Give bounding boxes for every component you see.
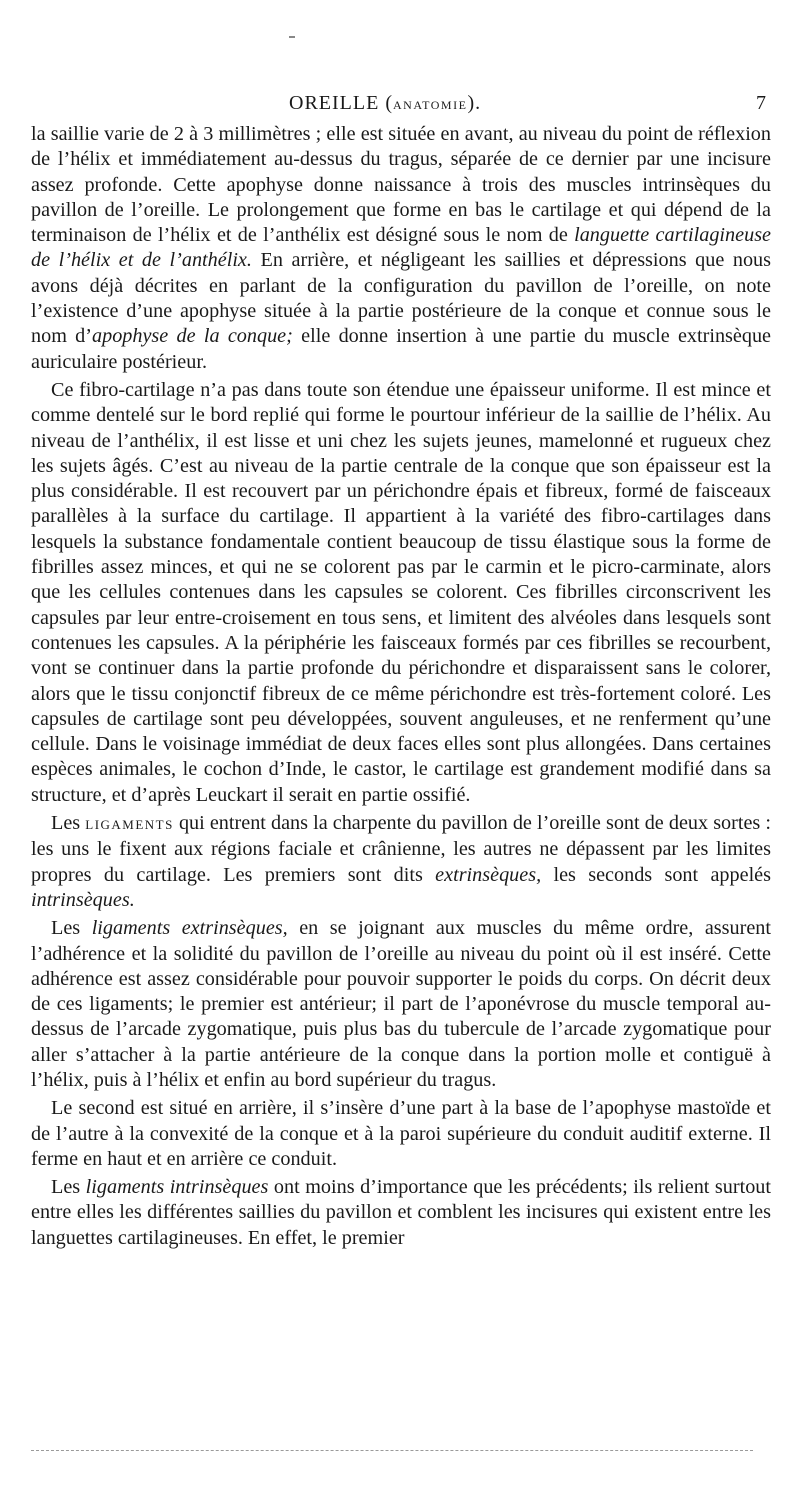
text-run: les seconds sont appelés [541,863,771,886]
running-title [289,92,481,115]
italic-term: extrinsèques, [435,863,542,886]
text-run: elle donne insertion à une partie du muscle extrinsèque auriculaire postérieur. [31,325,771,373]
text-run: Les [51,917,92,940]
running-title-subject: ANATOMIE [392,98,468,112]
paragraph-6 [31,1175,771,1251]
text-run: Les [51,1176,86,1199]
body-text [31,122,771,1251]
paragraph-3 [31,811,771,913]
scan-speck [289,36,295,38]
italic-term: apophyse de la conque; [92,325,293,348]
page [31,92,771,1251]
text-run: Ce fibro-cartilage n’a pas dans toute son étendue une épaisseur uniforme. Il est mince et comme dentelé sur le bord replié qui forme le pourtour inférieur de la saillie de l’hélix. Au niveau de l’anthélix, il est lisse et uni chez les sujets jeunes, mamelonné et rugueux chez les sujets âgés. C’est au niveau de la partie centrale de la conque que son épaisseur est la plus considérable. Il est recouvert par un périchondre épais et fibreux, formé de faisceaux parallèles à la surface du cartilage. Il appartient à la variété des fibro-cartilages dans lesquels la substance fondamentale contient beaucoup de tissu élastique sous la forme de fibrilles assez minces, et qui ne se colorent pas par le carmin et le picro-carminate, alors que les cellules contenues dans les capsules se colorent. Ces fibrilles circonscrivent les capsules par leur entre-croisement en tous sens, et limitent des alvéoles dans lesquels sont contenues les capsules. A la périphérie les faisceaux formés par ces fibrilles se recourbent, vont se continuer dans la partie profonde du périchondre et disparaissent sans le colorer, alors que le tissu conjonctif fibreux de ce même périchondre est très-fortement coloré. Les capsules de cartilage sont peu développées, souvent anguleuses, et ne renferment qu’une cellule. Dans le voisinage immédiat de deux faces elles sont plus allongées. Dans certaines espèces animales, le cochon d’Inde, le castor, le cartilage est grandement modifié dans sa structure, et d’après Leuckart il serait en partie ossifié. [31,378,771,806]
running-title-main: OREILLE [289,92,380,114]
running-title-paren-close: ). [467,92,482,114]
text-run: qui entrent dans la charpente du pavillon de l’oreille sont de deux sortes : les uns le fixent aux régions faciale et crânienne, les autres ne dépassent par les limites propres du cartilage. Les premiers sont dits [31,812,771,886]
text-run: En arrière, et négligeant les saillies et dépressions que nous avons déjà décrites en parlant de la configuration du pavillon de l’oreille, on note l’existence d’une apophyse située à la partie postérieure de la conque et connue sous le nom d’ [31,249,771,348]
paragraph-2 [31,378,771,808]
paragraph-5 [31,1096,771,1172]
paragraph-4 [31,916,771,1093]
italic-term: ligaments extrinsèques, [91,917,288,940]
text-run: ont moins d’importance que les précédents; ils relient surtout entre elles les différentes saillies du pavillon et comblent les incisures qui existent entre les languettes cartilagineuses. En effet, le premier [31,1176,771,1249]
italic-term: intrinsèques. [31,888,135,911]
text-run: Le second est situé en arrière, il s’insère d’une part à la base de l’apophyse mastoïde et de l’autre à la convexité de la conque et à la paroi supérieure du conduit auditif externe. Il ferme en haut et en arrière ce conduit. [31,1097,771,1170]
text-run: la saillie varie de 2 à 3 millimètres ; elle est située en avant, au niveau du point de réflexion de l’hélix et immédiatement au-dessus du tragus, séparée de ce dernier par une incisure assez profonde. Cette apophyse donne naissance à trois des muscles intrinsèques du pavillon de l’oreille. Le prolongement que forme en bas le cartilage et qui dépend de la terminaison de l’hélix et de l’anthélix est désigné sous le nom de [31,123,771,247]
page-number: 7 [756,92,767,114]
paragraph-1 [31,122,771,375]
text-run: Les [51,812,86,835]
small-caps-term: LIGAMENTS [85,817,174,833]
italic-term: languette cartilagineuse de l’hélix et de l’anthélix. [31,224,772,272]
text-run: en se joignant aux muscles du même ordre, assurent l’adhérence et la solidité du pavillon de l’oreille au niveau du point où il est inséré. Cette adhérence est assez considérable pour pouvoir supporter le poids du corps. On décrit deux de ces ligaments; le premier est antérieur; il part de l’aponévrose du muscle temporal au-dessus de l’arcade zygomatique, puis plus bas du tubercule de l’arcade zygomatique pour aller s’attacher à la partie antérieure de la conque dans la portion molle et contiguë à l’hélix, puis à l’hélix et enfin au bord supérieur du tragus. [31,917,771,1091]
italic-term: ligaments intrinsèques [85,1176,269,1199]
footer-rule [31,1450,753,1451]
running-head [31,92,771,122]
running-title-paren-open: ( [385,92,393,114]
